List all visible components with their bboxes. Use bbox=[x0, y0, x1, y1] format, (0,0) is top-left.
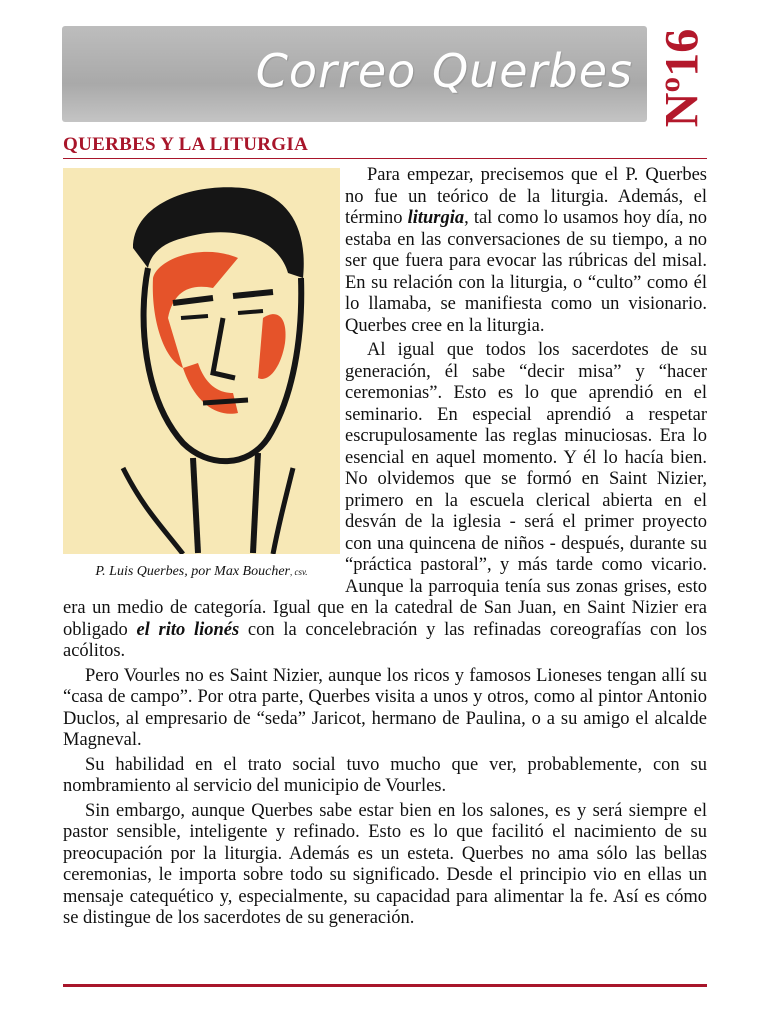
section-title: QUERBES Y LA LITURGIA bbox=[63, 134, 309, 155]
paragraph-4: Su habilidad en el trato social tuvo mucho que ver, probablemente, con su nombramiento al servicio del municipio de Vourles. bbox=[63, 754, 707, 796]
issue-number-box bbox=[652, 30, 712, 126]
issue-number: Nº16 bbox=[655, 28, 709, 128]
paragraph-1-text-a: Para empezar, precisemos que el P. Querbes no fue un teórico de la liturgia. Además, el término bbox=[345, 165, 707, 228]
paragraph-1-text-b: , tal como lo usamos hoy día, no estaba en las conversaciones de su tiempo, a no ser que fuera para evocar las rúbricas del misal. En su relación con la liturgia, o “culto” como él lo llamaba, se manifiesta como un visionario. Querbes cree en la liturgia. bbox=[345, 208, 707, 336]
paragraph-1-emphasis: liturgia bbox=[407, 208, 465, 228]
title-divider bbox=[63, 158, 707, 159]
paragraph-2-text-b: con la concelebración y las refinadas coreografías con los acólitos. bbox=[63, 619, 707, 661]
bottom-divider bbox=[63, 984, 707, 987]
paragraph-2-text-a: Al igual que todos los sacerdotes de su generación, él sabe “decir misa” y “hacer ceremonias”. Esto es lo que aprendió en el seminario. En especial aprendió a respetar escrupulosamente las reglas minuciosas. Era lo esencial en aquel momento. Y él lo hacía bien. No olvidemos que se formó en Saint Nizier, primero en la escuela clerical abierta en el desván de la iglesia - será el primer proyecto con una quincena de niños - después, durante su “práctica pastoral”, y más tarde como vicario. Aunque la parroquia tenía sus zonas grises, esto era un medio de categoría. Igual que en la catedral de San Juan, en Saint Nizier era obligado bbox=[63, 340, 707, 640]
paragraph-3: Pero Vourles no es Saint Nizier, aunque los ricos y famosos Lioneses tengan allí su “casa de campo”. Por otra parte, Querbes visita a unos y otros, como al pintor Antonio Duclos, al empresario de “seda” Jaricot, hermano de Paulina, o a su amigo el alcalde Magneval. bbox=[63, 665, 707, 750]
paragraph-2-emphasis: el rito lionés bbox=[136, 619, 240, 640]
caption-text: P. Luis Querbes, por Max Boucher bbox=[95, 564, 290, 579]
newsletter-title: Correo Querbes bbox=[255, 44, 633, 98]
article-body bbox=[63, 165, 707, 933]
figure-spacer bbox=[63, 165, 345, 597]
caption-suffix: , csv. bbox=[289, 567, 308, 577]
masthead-banner bbox=[62, 26, 647, 122]
paragraph-5: Sin embargo, aunque Querbes sabe estar bien en los salones, es y será siempre el pastor sensible, inteligente y refinado. Esto es lo que facilitó el nacimiento de su preocupación por la liturgia. Además es un esteta. Querbes no ama sólo las bellas ceremonias, le importa sobre todo su significado. Desde el principio vio en ellas un mensaje catequético y, especialmente, su capacidad para alimentar la fe. Así es cómo se distingue de los sacerdotes de su generación. bbox=[63, 800, 707, 928]
